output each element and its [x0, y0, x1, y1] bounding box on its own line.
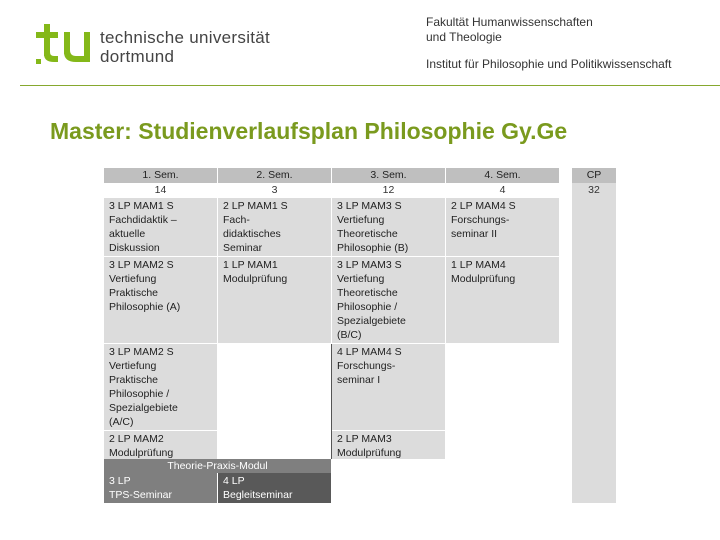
accompanying-seminar: 4 LP Begleitseminar — [218, 473, 331, 503]
semester-cp-4: 4 — [446, 183, 559, 198]
tps-seminar: 3 LP TPS-Seminar — [104, 473, 217, 503]
sem1-module-1: 3 LP MAM1 S Fachdidaktik – aktuelle Diskussion — [104, 198, 217, 256]
sem3-module-4: 2 LP MAM3 Modulprüfung — [332, 431, 445, 459]
sem4-module-2: 1 LP MAM4 Modulprüfung — [446, 257, 559, 343]
semester-header-3: 3. Sem. — [332, 168, 445, 183]
cp-total: 32 — [572, 183, 616, 503]
sem3-module-1: 3 LP MAM3 S Vertiefung Theoretische Philosophie (B) — [332, 198, 445, 256]
faculty-line2: und Theologie — [426, 30, 502, 44]
semester-cp-3: 12 — [332, 183, 445, 198]
sem1-module-4: 2 LP MAM2 Modulprüfung — [104, 431, 217, 459]
semester-cp-1: 14 — [104, 183, 217, 198]
sem4-module-1: 2 LP MAM4 S Forschungs- seminar II — [446, 198, 559, 256]
sem1-module-2: 3 LP MAM2 S Vertiefung Praktische Philosophie (A) — [104, 257, 217, 343]
university-line1: technische universität — [100, 28, 271, 47]
sem3-module-2: 3 LP MAM3 S Vertiefung Theoretische Philosophie / Spezialgebiete (B/C) — [332, 257, 445, 343]
semester-header-2: 2. Sem. — [218, 168, 331, 183]
sem3-module-3: 4 LP MAM4 S Forschungs- seminar I — [332, 344, 445, 430]
semester-header-1: 1. Sem. — [104, 168, 217, 183]
semester-header-4: 4. Sem. — [446, 168, 559, 183]
faculty-line1: Fakultät Humanwissenschaften — [426, 15, 593, 29]
sem1-module-3: 3 LP MAM2 S Vertiefung Praktische Philosophie / Spezialgebiete (A/C) — [104, 344, 217, 430]
table-divider — [331, 344, 332, 459]
page-title: Master: Studienverlaufsplan Philosophie Gy.Ge — [50, 118, 568, 144]
sem2-module-1: 2 LP MAM1 S Fach- didaktisches Seminar — [218, 198, 331, 256]
university-line2: dortmund — [100, 47, 175, 66]
cp-header: CP — [572, 168, 616, 183]
institute-name: Institut für Philosophie und Politikwissenschaft — [426, 57, 672, 71]
theory-practice-module-title: Theorie-Praxis-Modul — [104, 459, 331, 473]
sem2-module-2: 1 LP MAM1 Modulprüfung — [218, 257, 331, 343]
semester-cp-2: 3 — [218, 183, 331, 198]
